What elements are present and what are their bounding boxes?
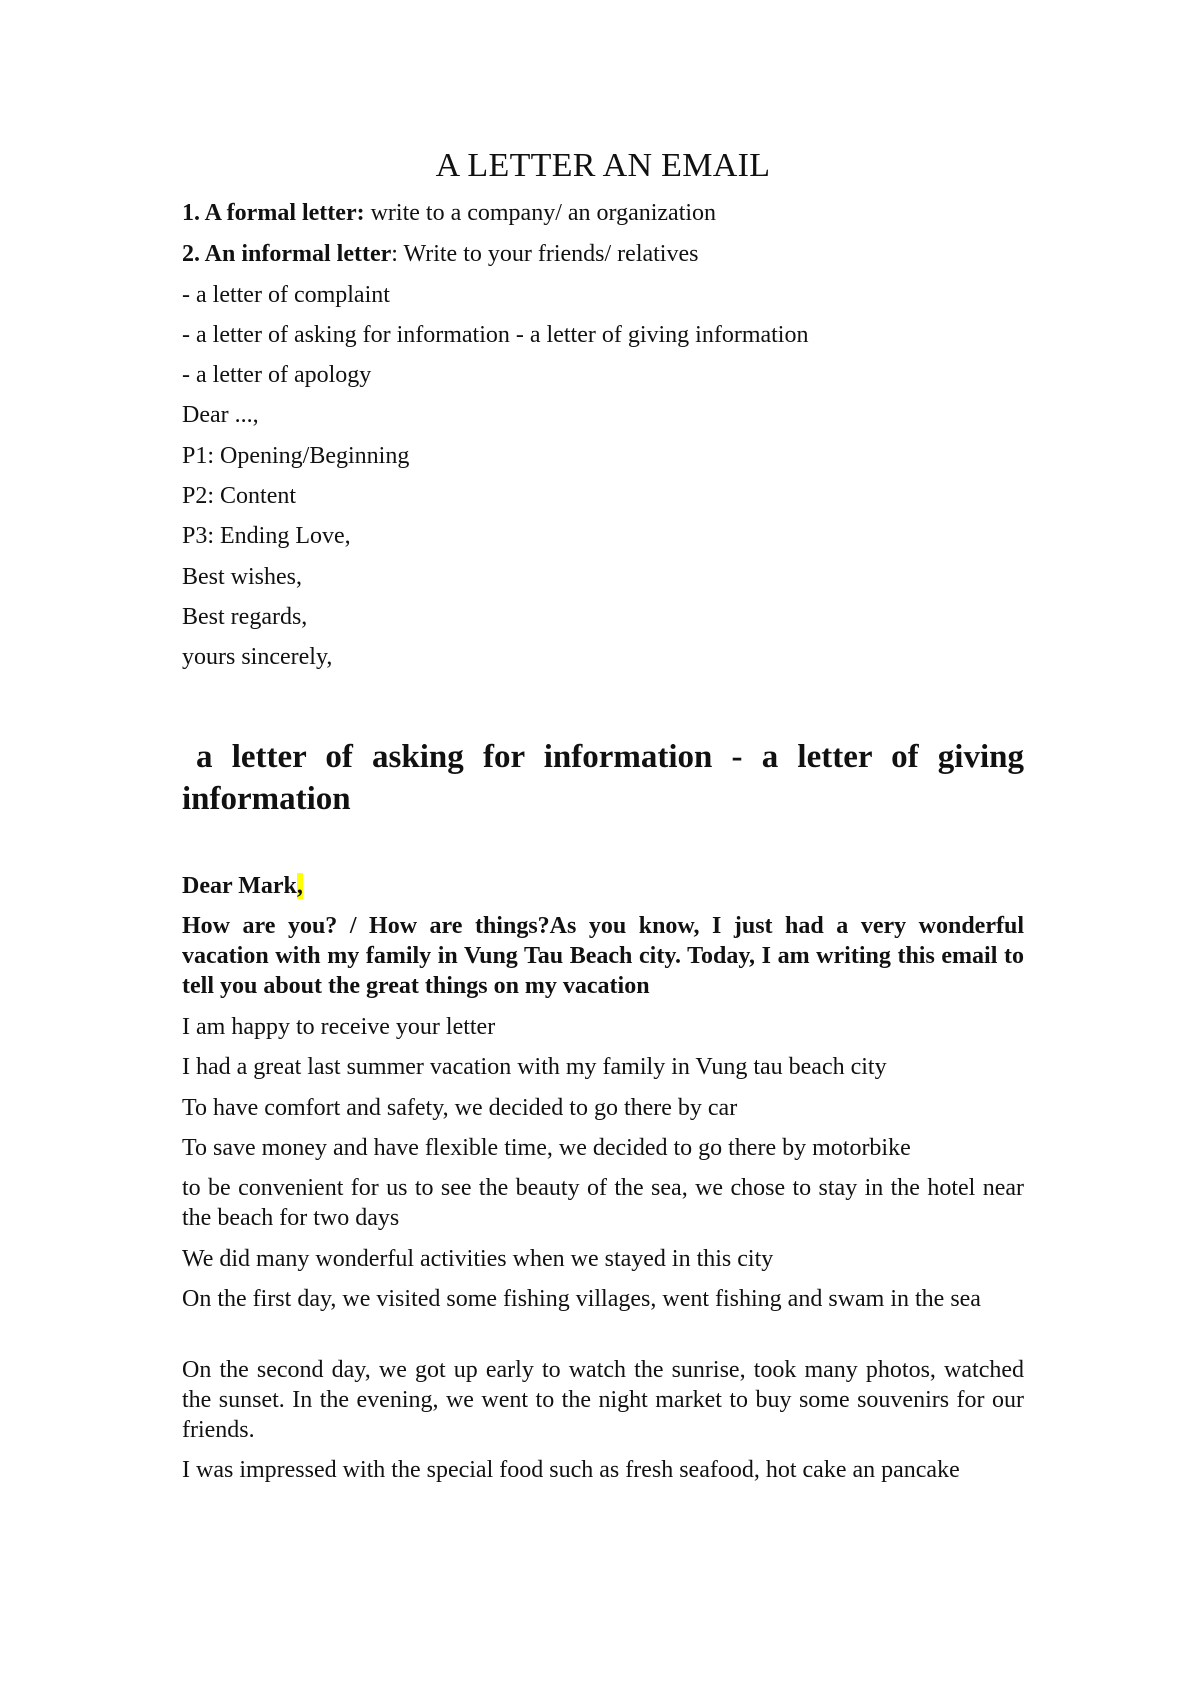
highlighted-comma: ,: [296, 873, 303, 899]
sample-sentence: To have comfort and safety, we decided to go there by car: [182, 1095, 738, 1121]
structure-line: P3: Ending Love,: [182, 523, 351, 549]
structure-line: Dear ...,: [182, 402, 259, 428]
sample-sentence: to be convenient for us to see the beauty of the sea, we chose to stay in the hotel near the beach for two days: [182, 1175, 1024, 1231]
formal-letter-text: write to a company/ an organization: [364, 200, 717, 226]
letter-type-item: - a letter of complaint: [182, 282, 390, 308]
structure-line: P1: Opening/Beginning: [182, 443, 410, 469]
sample-sentence: To save money and have flexible time, we decided to go there by motorbike: [182, 1135, 911, 1161]
sample-sentence: I am happy to receive your letter: [182, 1014, 496, 1040]
informal-letter-text: : Write to your friends/ relatives: [391, 241, 699, 267]
letter-type-item: - a letter of asking for information - a letter of giving information: [182, 322, 809, 348]
structure-line: Best wishes,: [182, 564, 302, 590]
sample-sentence: I was impressed with the special food such as fresh seafood, hot cake an pancake: [182, 1457, 960, 1483]
structure-line: P2: Content: [182, 483, 297, 509]
letter-type-item: - a letter of apology: [182, 362, 372, 388]
sample-sentence: We did many wonderful activities when we stayed in this city: [182, 1246, 774, 1272]
document-title: A LETTER AN EMAIL: [435, 147, 771, 184]
formal-letter-line: [182, 198, 1024, 228]
informal-letter-line: [182, 239, 1024, 269]
informal-letter-label: 2. An informal letter: [182, 241, 392, 267]
sample-sentence: On the second day, we got up early to watch the sunrise, took many photos, watched the sunset. In the evening, we went to the night market to buy some souvenirs for our friends.: [182, 1357, 1024, 1443]
salutation: [182, 871, 1024, 901]
formal-letter-label: 1. A formal letter:: [182, 200, 365, 226]
structure-line: yours sincerely,: [182, 644, 333, 670]
sample-sentence: I had a great last summer vacation with my family in Vung tau beach city: [182, 1054, 887, 1080]
section-heading: a letter of asking for information - a letter of giving information: [182, 739, 1024, 817]
opening-paragraph: How are you? / How are things?As you know, I just had a very wonderful vacation with my family in Vung Tau Beach city. Today, I am writing this email to tell you about the great things on my vacation: [182, 913, 1024, 999]
sample-sentence: On the first day, we visited some fishing villages, went fishing and swam in the sea: [182, 1286, 981, 1312]
structure-line: Best regards,: [182, 604, 308, 630]
salutation-name: Dear Mark: [182, 873, 297, 899]
